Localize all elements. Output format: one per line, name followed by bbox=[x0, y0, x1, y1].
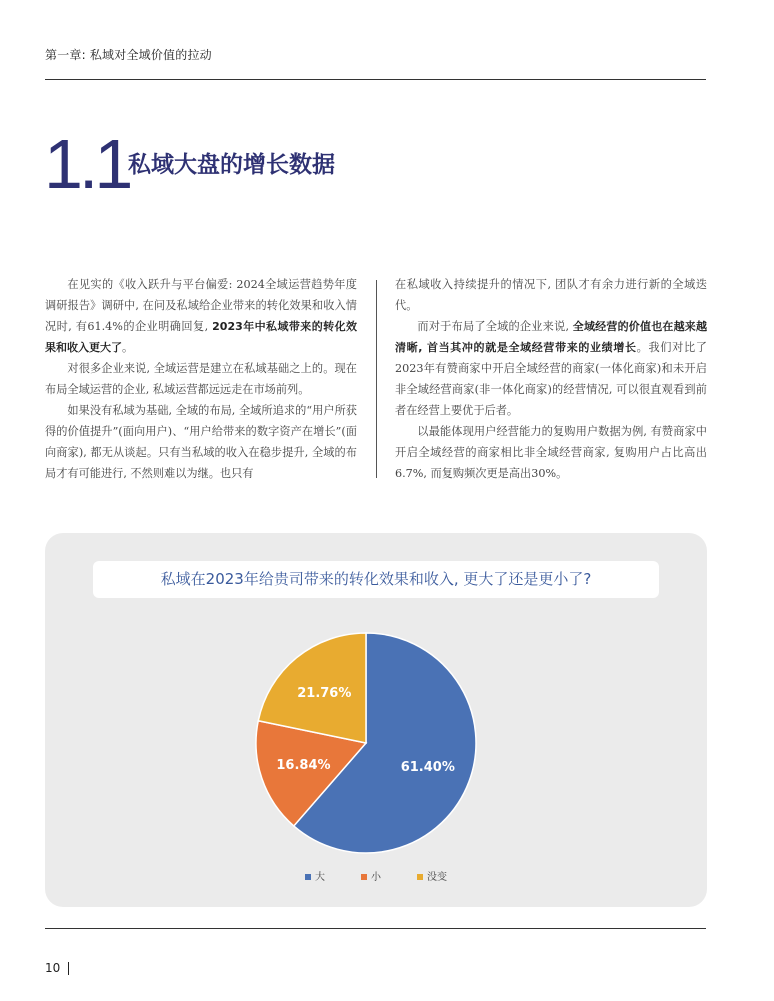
legend-swatch-3 bbox=[417, 874, 423, 880]
paragraph-4-highlight: 全域经营的价值也在越来越清晰, 首当其冲的就是全域经营带来的业绩增长 bbox=[395, 320, 708, 354]
paragraph-1-end: 。 bbox=[122, 341, 134, 354]
paragraph-3-continued: 在私域收入持续提升的情况下, 团队才有余力进行新的全域迭代。 bbox=[395, 278, 707, 312]
section-title: 私域大盘的增长数据 bbox=[128, 152, 335, 178]
legend-label-1: 大 bbox=[315, 872, 325, 883]
legend-item-2 bbox=[361, 868, 381, 883]
paragraph-1 bbox=[45, 274, 357, 358]
paragraph-5: 以最能体现用户经营能力的复购用户数据为例, 有赞商家中开启全域经营的商家相比非全域经营商家, 复购用户占比高出6.7%, 而复购频次更是高出30%。 bbox=[395, 425, 707, 480]
chapter-header: 第一章: 私域对全域价值的拉动 bbox=[45, 48, 212, 62]
legend-item-3 bbox=[417, 868, 447, 883]
paragraph-2: 对很多企业来说, 全域运营是建立在私域基础之上的。现在布局全域运营的企业, 私域运营都远远走在市场前列。 bbox=[45, 362, 357, 396]
legend-swatch-1 bbox=[305, 874, 311, 880]
header-rule bbox=[45, 79, 706, 80]
paragraph-4 bbox=[395, 316, 707, 421]
pie-data-label-3: 21.76% bbox=[297, 685, 352, 701]
page-number-divider bbox=[68, 962, 69, 975]
paragraph-1-text: 在见实的《收入跃升与平台偏爱: 2024全域运营趋势年度调研报告》调研中, 在问及私域给企业带来的转化效果和收入情况时, 有61.4%的企业明确回复, bbox=[45, 278, 357, 333]
body-column-left bbox=[45, 274, 357, 484]
chart-panel bbox=[45, 533, 707, 907]
paragraph-4-rest: 。我们对比了2023年有赞商家中开启全域经营的商家(一体化商家)和未开启非全域经营商家(非一体化商家)的经营情况, 可以很直观看到前者在经营上要优于后者。 bbox=[395, 341, 707, 417]
pie-data-label-1: 61.40% bbox=[400, 760, 455, 776]
pie-chart bbox=[45, 533, 707, 907]
paragraph-4-text: 而对于布局了全域的企业来说, bbox=[417, 320, 573, 333]
legend-item-1 bbox=[305, 868, 325, 883]
body-column-right bbox=[395, 274, 707, 484]
pie-data-label-2: 16.84% bbox=[276, 758, 331, 774]
chart-title: 私域在2023年给贵司带来的转化效果和收入, 更大了还是更小了? bbox=[93, 561, 659, 598]
column-divider bbox=[376, 280, 377, 478]
footer-rule bbox=[45, 928, 706, 929]
chart-legend bbox=[45, 868, 707, 883]
legend-label-2: 小 bbox=[371, 872, 381, 883]
paragraph-1-highlight: 2023年中私域带来的转化效果和收入更大了 bbox=[45, 320, 358, 354]
section-number: 1.1 bbox=[44, 125, 130, 203]
legend-label-3: 没变 bbox=[427, 872, 447, 883]
paragraph-3: 如果没有私域为基础, 全域的布局, 全域所追求的“用户所获得的价值提升”(面向用户)、“用户给带来的数字资产在增长”(面向商家), 都无从谈起。只有当私域的收入在稳步提升, 全域的布局才有可能进行, 不然则难以为继。也只有 bbox=[45, 404, 357, 480]
page-number: 10 bbox=[45, 961, 61, 975]
legend-swatch-2 bbox=[361, 874, 367, 880]
